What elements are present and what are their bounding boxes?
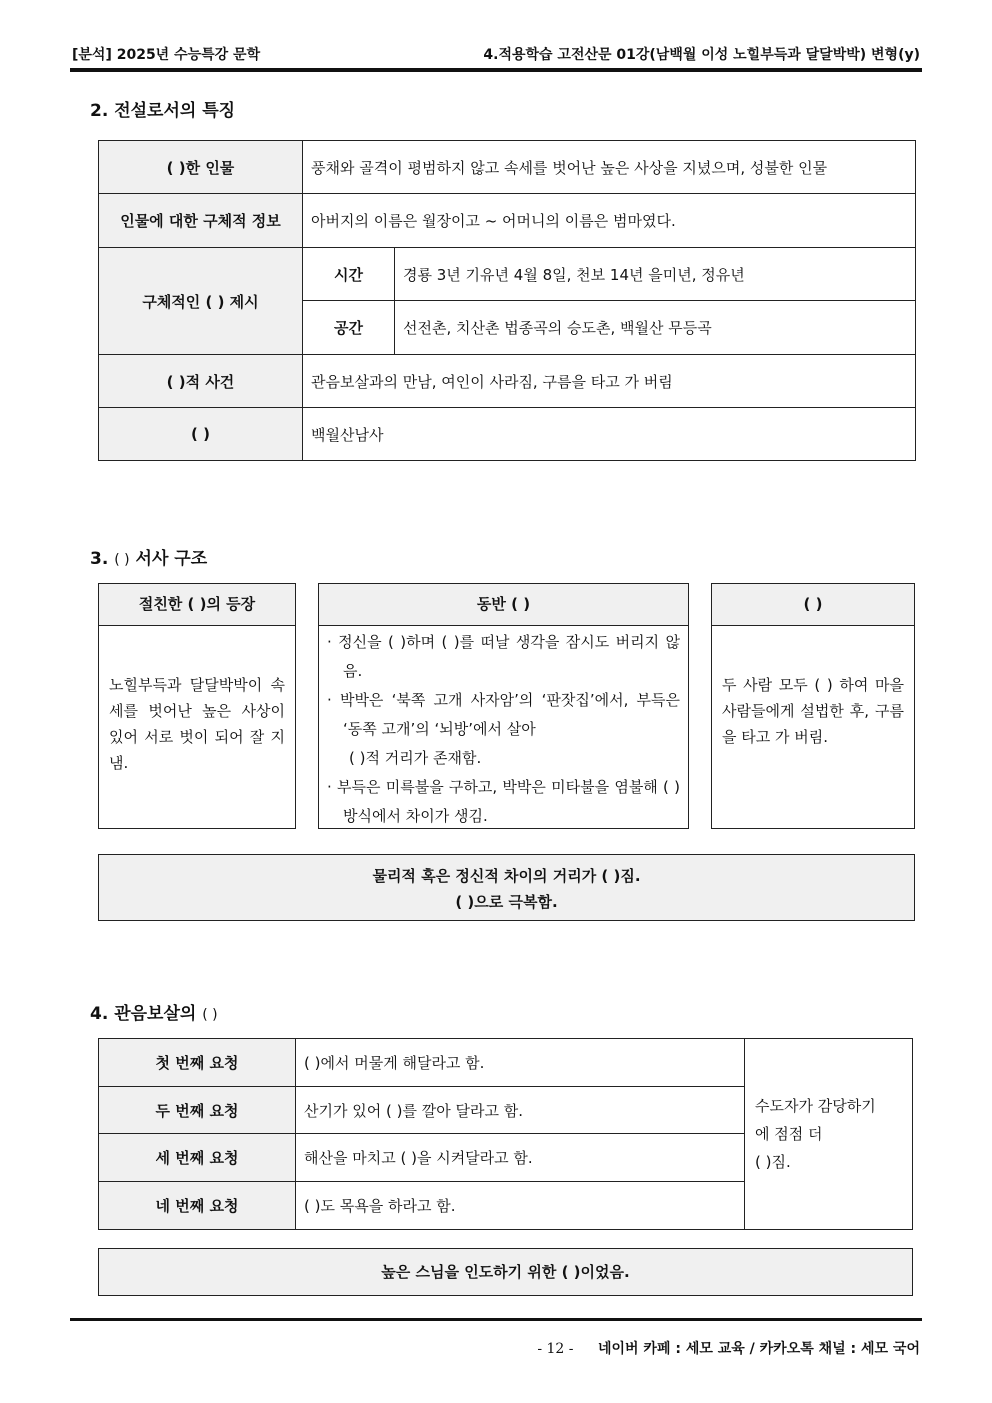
- section3-title: [90, 544, 207, 569]
- list-item: · 박박은 ‘북쪽 고개 사자암’의 ‘판잣집’에서, 부득은 ‘동쪽 고개’의 ‘뇌방’에서 살아: [327, 691, 680, 738]
- box-heading: 절친한 ( )의 등장: [99, 584, 295, 626]
- list-item-continued: ( )적 거리가 존재함.: [349, 749, 482, 767]
- section4-summary-banner: 높은 스님을 인도하기 위한 ( )이었음.: [98, 1248, 913, 1296]
- requests-side-note: 수도자가 감당하기 에 점점 더 ( )짐.: [745, 1039, 913, 1230]
- list-item: · 부득은 미륵불을 구하고, 박박은 미타불을 염불해 ( ) 방식에서 차이가 생김.: [327, 778, 680, 825]
- banner-line-1: 물리적 혹은 정신적 차이의 거리가 ( )짐.: [372, 867, 641, 885]
- sub-value-time: 경룡 3년 기유년 4월 8일, 천보 14년 을미년, 정유년: [395, 248, 916, 301]
- row-value: 아버지의 이름은 월장이고 ~ 어머니의 이름은 범마였다.: [303, 194, 916, 248]
- footer: [537, 1338, 920, 1358]
- row-value: 백월산남사: [303, 408, 916, 461]
- header-left-title: [분석] 2025년 수능특강 문학: [72, 47, 261, 63]
- header-right-title: 4.적용학습 고전산문 01강(남백월 이성 노힐부득과 달달박박) 변형(y): [483, 47, 920, 63]
- table-row: [99, 1039, 913, 1087]
- box-body: 두 사람 모두 ( ) 하여 마을 사람들에게 설법한 후, 구름을 타고 가 버림.: [722, 676, 904, 746]
- request-value: 산기가 있어 ( )를 깔아 달라고 함.: [296, 1087, 745, 1134]
- table-row: [99, 248, 916, 301]
- row-label: ( )적 사건: [99, 355, 303, 408]
- request-value: ( )에서 머물게 해달라고 함.: [296, 1039, 745, 1087]
- row-label: ( ): [99, 408, 303, 461]
- section4-title: [90, 999, 218, 1024]
- footer-channel-text: 네이버 카페 : 세모 교육 / 카카오톡 채널 : 세모 국어: [597, 1341, 920, 1357]
- row-value: 풍채와 골격이 평범하지 않고 속세를 벗어난 높은 사상을 지녔으며, 성불한 인물: [303, 141, 916, 194]
- row-label: 구체적인 ( ) 제시: [99, 248, 303, 355]
- box-body: [319, 626, 688, 828]
- sub-value-space: 선전촌, 치산촌 법종곡의 승도촌, 백월산 무등곡: [395, 301, 916, 355]
- request-value: ( )도 목욕을 하라고 함.: [296, 1182, 745, 1230]
- legend-features-table: [98, 140, 916, 461]
- section3-title-suffix: 서사 구조: [135, 549, 208, 569]
- section4-title-prefix: 4. 관음보살의: [90, 1004, 197, 1024]
- list-item: · 정신을 ( )하며 ( )를 떠날 생각을 잠시도 버리지 않음.: [327, 633, 680, 680]
- narrative-box-3: [711, 583, 915, 829]
- table-row: [99, 194, 916, 248]
- request-value: 해산을 마치고 ( )을 시켜달라고 함.: [296, 1134, 745, 1182]
- requests-table: [98, 1038, 913, 1230]
- row-label: 인물에 대한 구체적 정보: [99, 194, 303, 248]
- request-label: 네 번째 요청: [99, 1182, 296, 1230]
- table-row: [99, 141, 916, 194]
- sub-label-time: 시간: [303, 248, 395, 301]
- page-number: - 12 -: [537, 1341, 574, 1357]
- banner-line-2: ( )으로 극복함.: [455, 893, 558, 911]
- narrative-box-1: [98, 583, 296, 829]
- row-label: ( )한 인물: [99, 141, 303, 194]
- box-heading: ( ): [712, 584, 914, 626]
- section3-title-prefix: 3.: [90, 549, 109, 569]
- request-label: 세 번째 요청: [99, 1134, 296, 1182]
- footer-divider: [70, 1318, 922, 1321]
- row-value: 관음보살과의 만남, 여인이 사라짐, 구름을 타고 가 버림: [303, 355, 916, 408]
- box-body: 노힐부득과 달달박박이 속세를 벗어난 높은 사상이 있어 서로 벗이 되어 잘 지냄.: [109, 676, 285, 772]
- request-label: 첫 번째 요청: [99, 1039, 296, 1087]
- section2-title: 2. 전설로서의 특징: [90, 101, 236, 121]
- section3-title-blank: ( ): [114, 552, 130, 568]
- section4-title-blank: ( ): [202, 1007, 218, 1023]
- table-row: [99, 355, 916, 408]
- table-row: [99, 408, 916, 461]
- section3-summary-banner: [98, 854, 915, 921]
- request-label: 두 번째 요청: [99, 1087, 296, 1134]
- sub-label-space: 공간: [303, 301, 395, 355]
- box-heading: 동반 ( ): [319, 584, 688, 626]
- narrative-box-2: [318, 583, 689, 829]
- header-divider: [70, 68, 922, 72]
